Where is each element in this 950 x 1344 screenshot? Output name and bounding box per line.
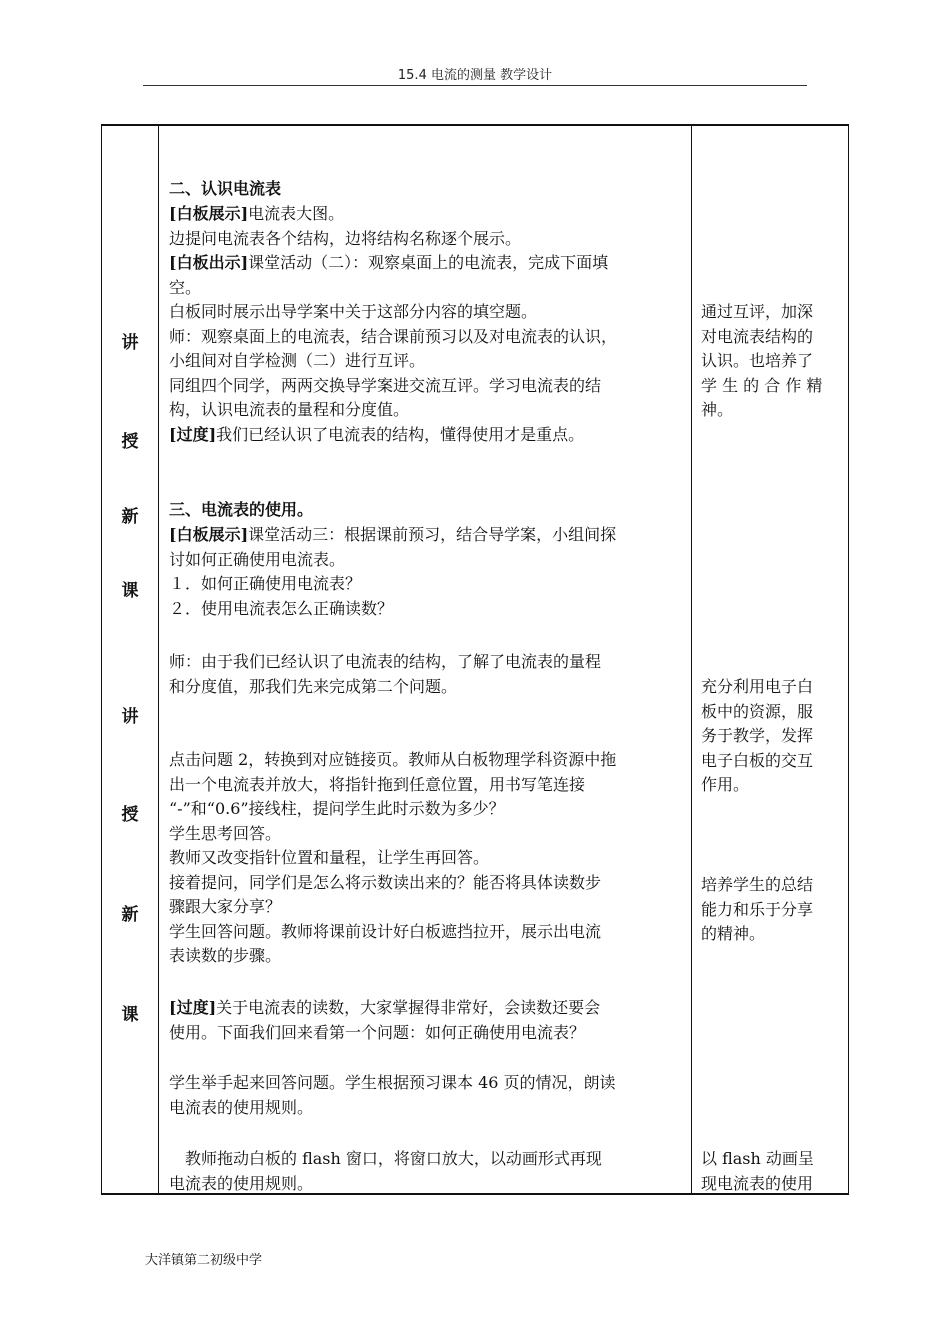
paragraph: 教师拖动白板的 flash 窗口，将窗口放大，以动画形式再现 电流表的使用规则。 — [169, 1149, 602, 1193]
section-heading: 三、电流表的使用。 — [169, 500, 314, 519]
table-right-border — [848, 124, 849, 1195]
paragraph: 点击问题 2，转换到对应链接页。教师从白板物理学科资源中拖 出一个电流表并放大，将指针拖到任意位置，用书写笔连接 “-”和“0.6”接线柱，提问学生此时示数为多少？ 学生思考回答。 教师又改变指针位置和量程，让学生再回答。 接着提问，同学们是怎么将示数读出来的？能否将具体读数步 骤跟大家分享？ 学生回答问题。教师将课前设计好白板遮挡拉开，展示出电流 表读数的步骤。 — [169, 750, 617, 965]
design-note: 以 flash 动画呈 现电流表的使用 — [701, 1149, 814, 1193]
table-divider-2 — [691, 124, 692, 1195]
paragraph: 学生举手起来回答问题。学生根据预习课本 46 页的情况，朗读 电流表的使用规则。 — [169, 1073, 616, 1117]
design-note: 充分利用电子白 板中的资源，服 务于教学，发挥 电子白板的交互 作用。 — [701, 677, 814, 794]
side-label: 课 — [121, 581, 139, 601]
side-label: 授 — [121, 805, 139, 825]
side-label: 讲 — [121, 707, 139, 727]
side-label: 讲 — [121, 333, 139, 353]
paragraph: 师：由于我们已经认识了电流表的结构，了解了电流表的量程 和分度值，那我们先来完成第二个问题。 — [169, 652, 602, 696]
table-left-border — [101, 124, 102, 1195]
paragraph: [白板展示]课堂活动三：根据课前预习，结合导学案，小组间探 讨如何正确使用电流表。 １．如何正确使用电流表？ ２．使用电流表怎么正确读数？ — [169, 525, 617, 618]
side-label: 课 — [121, 1005, 139, 1025]
design-note: 培养学生的总结 能力和乐于分享 的精神。 — [701, 875, 814, 943]
page-header: 15.4 电流的测量 教学设计 — [397, 68, 553, 83]
header-rule — [143, 85, 807, 86]
paragraph: [白板展示]电流表大图。 边提问电流表各个结构，边将结构名称逐个展示。 [白板出示]课堂活动（二）：观察桌面上的电流表，完成下面填 空。 白板同时展示出导学案中关于这部分内容的填空题。 师：观察桌面上的电流表，结合课前预习以及对电流表的认识， 小组间对自学检测（二）进行互评。 同组四个同学，两两交换导学案进交流互评。学习电流表的结 构，认识电流表的量程和分度值。 [过度]我们已经认识了电流表的结构，懂得使用才是重点。 — [169, 204, 618, 444]
section-heading: 二、认识电流表 — [169, 179, 282, 198]
side-label: 授 — [121, 432, 139, 452]
design-note: 通过互评，加深 对电流表结构的 认识。也培养了 学 生 的 合 作 精 神。 — [701, 302, 823, 419]
side-label: 新 — [121, 507, 139, 527]
page-footer: 大洋镇第二初级中学 — [145, 1253, 263, 1268]
paragraph: [过度]关于电流表的读数，大家掌握得非常好，会读数还要会 使用。下面我们回来看第一个问题：如何正确使用电流表？ — [169, 998, 601, 1042]
table-divider-1 — [158, 124, 159, 1195]
side-label: 新 — [121, 905, 139, 925]
